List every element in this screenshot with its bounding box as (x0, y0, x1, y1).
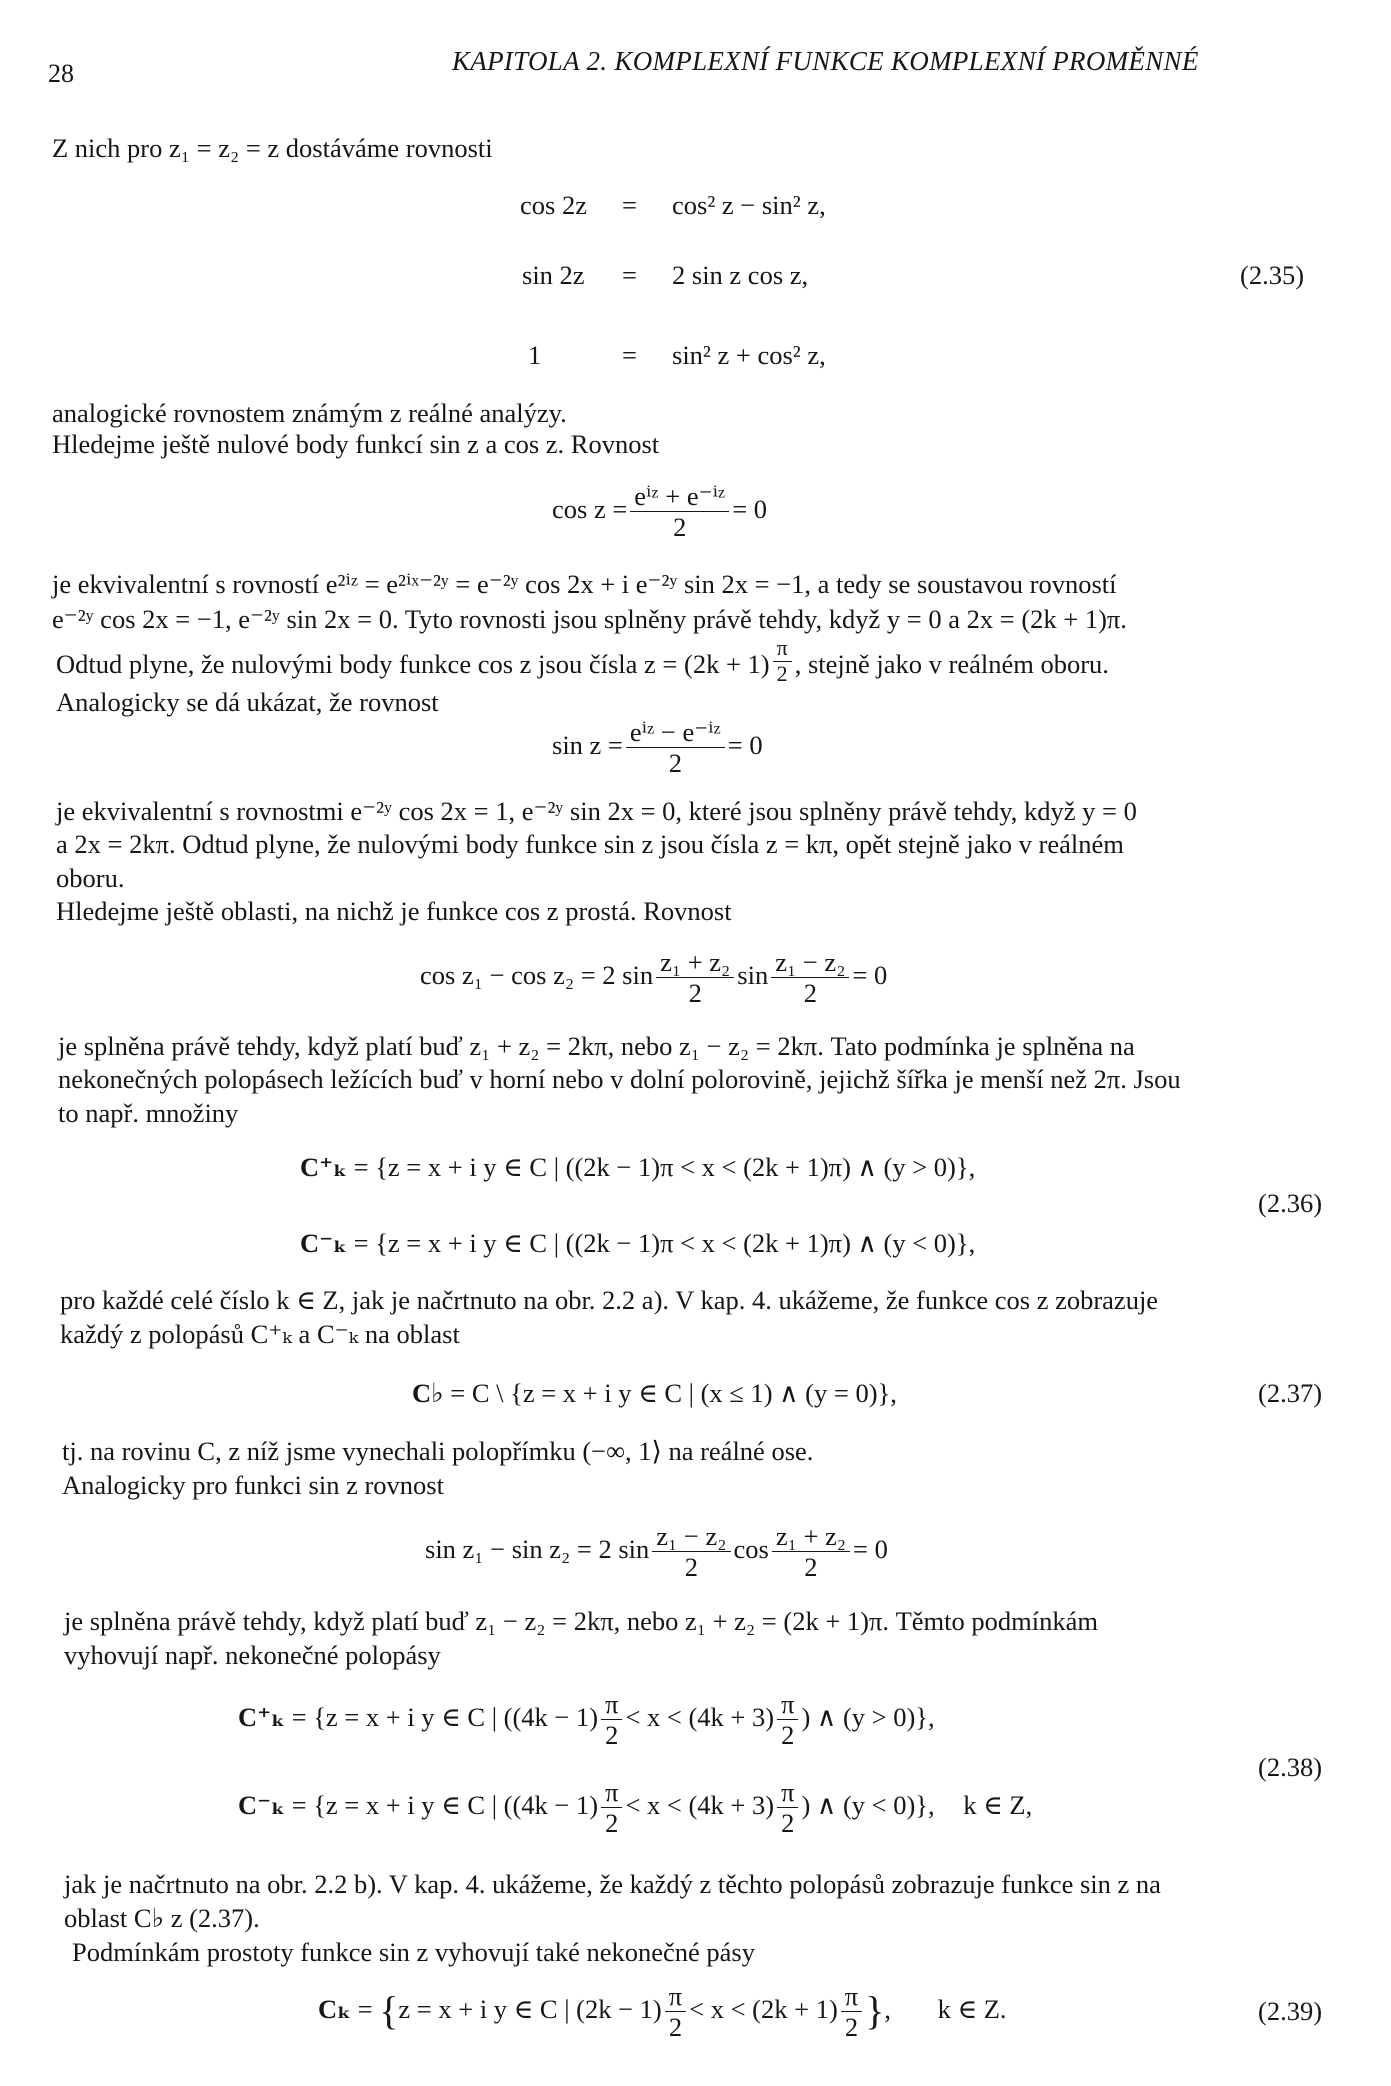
eq-rel: = (622, 260, 637, 290)
eq-tag: (2.39) (1258, 1996, 1323, 2026)
text-line: oblast C♭ z (2.37). (64, 1903, 260, 1933)
eq-tag: (2.35) (1240, 260, 1305, 290)
text-line: je ekvivalentní s rovností e²ⁱᶻ = e²ⁱˣ⁻²ʸ = e⁻²ʸ cos 2x + i e⁻²ʸ sin 2x = −1, a tedy se soustavou rovností (52, 569, 1117, 599)
equation-cos-difference: cos z₁ − cos z₂ = 2 sin $\frac{\text{z₁ + z₂}}{2}$ sin $\frac{\text{z₁ − z₂}}{2}$ = 0 (420, 947, 888, 1008)
eq-rel: = (622, 340, 637, 370)
text-line: vyhovují např. nekonečné polopásy (64, 1640, 441, 1670)
equation-2-36-row-2: C⁻ₖ = {z = x + i y ∈ C | ((2k − 1)π < x < (2k + 1)π) ∧ (y < 0)}, (300, 1228, 976, 1258)
text-line: Odtud plyne, že nulovými body funkce cos z jsou čísla z = (2k + 1) $\frac{\pi}{2}$ , stejně jako v reálném oboru. (56, 635, 1109, 686)
eq-rhs: 2 sin z cos z, (672, 260, 809, 290)
eq-rhs: cos² z − sin² z, (672, 190, 826, 220)
equation-cos-zero: cos z = $\frac{\text{eⁱᶻ + e⁻ⁱᶻ}}{2}$ = 0 (552, 481, 768, 542)
text-line: e⁻²ʸ cos 2x = −1, e⁻²ʸ sin 2x = 0. Tyto rovnosti jsou splněny právě tehdy, když y = 0 a 2x = (2k + 1)π. (52, 604, 1127, 634)
text-line: Podmínkám prostoty funkce sin z vyhovují také nekonečné pásy (72, 1937, 755, 1967)
eq-lhs: cos 2z (520, 190, 587, 220)
equation-2-39: Cₖ = {z = x + i y ∈ C | (2k − 1) $\frac{\pi}{2}$ < x < (2k + 1) $\frac{\pi}{2}$ }, k ∈ Z. (318, 1981, 1007, 2042)
text-line: nekonečných polopásech ležících buď v horní nebo v dolní polorovině, jejichž šířka je menší než 2π. Jsou (58, 1064, 1181, 1094)
text-line: pro každé celé číslo k ∈ Z, jak je načrtnuto na obr. 2.2 a). V kap. 4. ukážeme, že funkce cos z zobrazuje (60, 1285, 1159, 1315)
eq-tag: (2.38) (1258, 1752, 1323, 1782)
eq-rel: = (622, 190, 637, 220)
equation-2-36-row-1: C⁺ₖ = {z = x + i y ∈ C | ((2k − 1)π < x < (2k + 1)π) ∧ (y > 0)}, (300, 1152, 976, 1182)
text-line: Hledejme ještě oblasti, na nichž je funkce cos z prostá. Rovnost (56, 896, 732, 926)
eq-tag: (2.36) (1258, 1188, 1323, 1218)
eq-lhs: sin 2z (522, 260, 585, 290)
running-title: KAPITOLA 2. KOMPLEXNÍ FUNKCE KOMPLEXNÍ PROMĚNNÉ (452, 46, 1199, 76)
text-line: Analogicky se dá ukázat, že rovnost (56, 687, 439, 717)
text-line: oboru. (56, 863, 125, 893)
text-line: Analogicky pro funkci sin z rovnost (62, 1470, 444, 1500)
equation-2-37: C♭ = C \ {z = x + i y ∈ C | (x ≤ 1) ∧ (y = 0)}, (412, 1378, 897, 1408)
text-line: analogické rovnostem známým z reálné analýzy. (52, 398, 567, 428)
text-line: a 2x = 2kπ. Odtud plyne, že nulovými body funkce sin z jsou čísla z = kπ, opět stejně jako v reálném (56, 829, 1124, 859)
text-line: Z nich pro z₁ = z₂ = z dostáváme rovnosti (52, 133, 493, 163)
text-line: je splněna právě tehdy, když platí buď z₁ + z₂ = 2kπ, nebo z₁ − z₂ = 2kπ. Tato podmínka je splněna na (58, 1031, 1135, 1061)
equation-sin-difference: sin z₁ − sin z₂ = 2 sin $\frac{\text{z₁ − z₂}}{2}$ cos $\frac{\text{z₁ + z₂}}{2}$ = 0 (425, 1521, 888, 1582)
eq-rhs: sin² z + cos² z, (672, 340, 826, 370)
equation-sin-zero: sin z = $\frac{\text{eⁱᶻ − e⁻ⁱᶻ}}{2}$ = 0 (552, 717, 763, 778)
text-line: jak je načrtnuto na obr. 2.2 b). V kap. 4. ukážeme, že každý z těchto polopásů zobrazuje funkce sin z na (64, 1869, 1161, 1899)
text-line: to např. množiny (58, 1098, 239, 1128)
text-line: Hledejme ještě nulové body funkcí sin z a cos z. Rovnost (52, 429, 660, 459)
eq-lhs: 1 (528, 340, 542, 370)
text-line: každý z polopásů C⁺ₖ a C⁻ₖ na oblast (60, 1319, 460, 1349)
text-line: je splněna právě tehdy, když platí buď z₁ − z₂ = 2kπ, nebo z₁ + z₂ = (2k + 1)π. Těmto podmínkám (64, 1606, 1098, 1636)
equation-2-38-row-2: C⁻ₖ = {z = x + i y ∈ C | ((4k − 1) $\frac{\pi}{2}$ < x < (4k + 3) $\frac{\pi}{2}$ ) ∧ (y < 0)}, k ∈ Z, (238, 1777, 1033, 1838)
page-number: 28 (48, 59, 74, 88)
eq-tag: (2.37) (1258, 1378, 1323, 1408)
text-line: je ekvivalentní s rovnostmi e⁻²ʸ cos 2x = 1, e⁻²ʸ sin 2x = 0, které jsou splněny právě tehdy, když y = 0 (56, 796, 1137, 826)
equation-2-38-row-1: C⁺ₖ = {z = x + i y ∈ C | ((4k − 1) $\frac{\pi}{2}$ < x < (4k + 3) $\frac{\pi}{2}$ ) ∧ (y > 0)}, (238, 1689, 935, 1750)
text-line: tj. na rovinu C, z níž jsme vynechali polopřímku (−∞, 1⟩ na reálné ose. (62, 1436, 814, 1466)
